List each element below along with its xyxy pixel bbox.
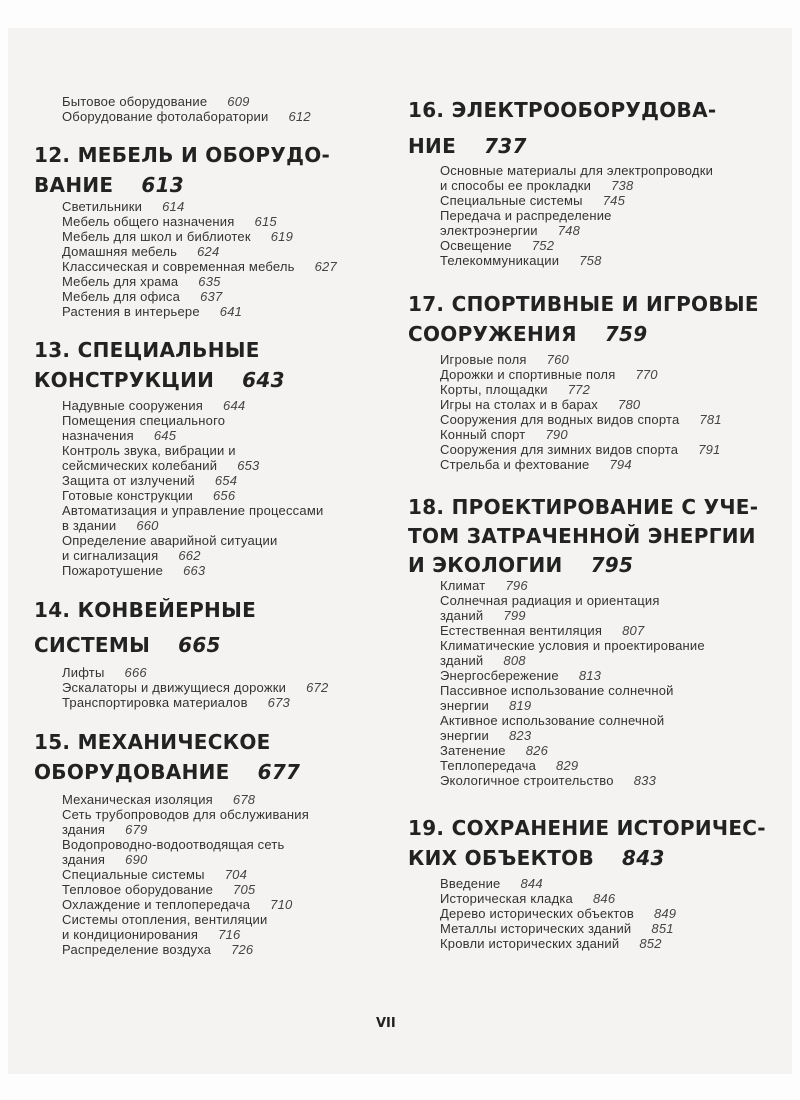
toc-entry-label: сейсмических колебаний [62, 458, 218, 473]
toc-entry-page: 760 [546, 352, 569, 367]
toc-entry [440, 936, 662, 951]
toc-entry-label: Определение аварийной ситуации [62, 533, 278, 548]
toc-entry-label: Корты, площадки [440, 382, 548, 397]
toc-entry [62, 927, 240, 942]
toc-entry-label: Освещение [440, 238, 512, 253]
toc-entry-label: назначения [62, 428, 134, 443]
toc-entry-page: 627 [314, 259, 337, 274]
toc-entry-label: Водопроводно-водоотводящая сеть [62, 837, 285, 852]
toc-entry [62, 912, 267, 927]
toc-entry-page: 799 [503, 608, 526, 623]
toc-entry-page: 758 [579, 253, 602, 268]
toc-entry [440, 758, 578, 773]
toc-entry [440, 412, 722, 427]
toc-entry-page: 770 [635, 367, 658, 382]
toc-entry-label: Климат [440, 578, 486, 593]
toc-entry-label: Теплопередача [440, 758, 537, 773]
toc-entry-page: 726 [231, 942, 254, 957]
toc-entry [440, 442, 720, 457]
toc-entry [440, 743, 548, 758]
toc-entry-label: Основные материалы для электропроводки [440, 163, 714, 178]
toc-entry-page: 791 [698, 442, 721, 457]
toc-entry [440, 876, 543, 891]
toc-entry [62, 428, 176, 443]
toc-entry-page: 808 [503, 653, 526, 668]
toc-entry-page: 807 [622, 623, 645, 638]
toc-entry-page: 826 [525, 743, 549, 758]
toc-entry-page: 772 [567, 382, 591, 397]
toc-entry [440, 208, 612, 223]
section-heading-line [34, 173, 184, 197]
toc-entry [62, 882, 255, 897]
section-heading-text: КИХ ОБЪЕКТОВ [408, 846, 595, 870]
section-heading-text: КОНСТРУКЦИИ [34, 368, 215, 392]
toc-entry-label: Стрельба и фехтование [440, 457, 590, 472]
toc-entry [440, 578, 528, 593]
toc-entry [62, 837, 285, 852]
toc-entry [440, 193, 625, 208]
toc-entry [62, 897, 292, 912]
toc-entry-label: Мебель для офиса [62, 289, 181, 304]
toc-entry [440, 457, 632, 472]
document-page [8, 28, 792, 1074]
section-heading-line: 18. ПРОЕКТИРОВАНИЕ С УЧЕ- [408, 495, 759, 519]
toc-entry [62, 473, 237, 488]
section-heading-text: ВАНИЕ [34, 173, 114, 197]
toc-entry-page: 710 [270, 897, 293, 912]
toc-entry-label: Пожаротушение [62, 563, 164, 578]
toc-entry-label: здания [62, 852, 106, 867]
toc-entry-page: 635 [198, 274, 221, 289]
toc-entry [440, 427, 568, 442]
toc-entry-label: Экологичное строительство [440, 773, 614, 788]
toc-entry-page: 781 [699, 412, 722, 427]
toc-entry [440, 238, 554, 253]
toc-entry-page: 780 [618, 397, 641, 412]
toc-entry [62, 518, 159, 533]
toc-entry [440, 382, 590, 397]
toc-entry-label: Домашняя мебель [62, 244, 178, 259]
toc-entry [62, 94, 250, 109]
toc-entry [440, 698, 531, 713]
toc-entry [440, 253, 602, 268]
toc-entry-page: 790 [545, 427, 568, 442]
toc-entry [440, 163, 713, 178]
toc-entry-label: Климатические условия и проектирование [440, 638, 705, 653]
section-heading-line: 19. СОХРАНЕНИЕ ИСТОРИЧЕС- [408, 816, 766, 840]
section-heading-text: СИСТЕМЫ [34, 633, 151, 657]
toc-entry-label: Бытовое оборудование [62, 94, 208, 109]
toc-entry-label: Передача и распределение [440, 208, 612, 223]
toc-entry-label: и способы ее прокладки [440, 178, 592, 193]
toc-entry [62, 942, 253, 957]
toc-entry-label: Мебель для школ и библиотек [62, 229, 251, 244]
toc-entry-label: Защита от излучений [62, 473, 195, 488]
toc-entry [62, 199, 184, 214]
toc-entry [440, 683, 674, 698]
toc-entry [62, 229, 293, 244]
toc-entry-page: 716 [218, 927, 241, 942]
section-heading-line: 16. ЭЛЕКТРООБОРУДОВА- [408, 98, 717, 122]
toc-entry-label: Сооружения для зимних видов спорта [440, 442, 679, 457]
toc-entry [62, 695, 290, 710]
toc-entry [62, 289, 222, 304]
toc-entry-label: и сигнализация [62, 548, 159, 563]
toc-entry-page: 654 [214, 473, 238, 488]
toc-entry-label: зданий [440, 608, 484, 623]
section-heading-text: ОБОРУДОВАНИЕ [34, 760, 230, 784]
toc-entry-label: электроэнергии [440, 223, 538, 238]
toc-entry-page: 644 [223, 398, 246, 413]
section-page-number: 843 [622, 846, 665, 870]
section-page-number: 737 [484, 134, 527, 158]
toc-entry-page: 819 [508, 698, 532, 713]
toc-entry-label: Светильники [62, 199, 143, 214]
toc-entry-page: 615 [254, 214, 277, 229]
toc-entry-label: Кровли исторических зданий [440, 936, 620, 951]
section-page-number: 759 [604, 322, 648, 346]
toc-entry [440, 397, 640, 412]
toc-entry-label: Игры на столах и в барах [440, 397, 599, 412]
toc-entry-label: Надувные сооружения [62, 398, 204, 413]
toc-entry-label: Историческая кладка [440, 891, 573, 906]
toc-entry-label: Введение [440, 876, 501, 891]
section-heading-line: 13. СПЕЦИАЛЬНЫЕ [34, 338, 260, 362]
toc-entry-label: и кондиционирования [62, 927, 199, 942]
section-heading-line: 14. КОНВЕЙЕРНЫЕ [34, 598, 257, 622]
toc-entry-page: 794 [609, 457, 632, 472]
toc-entry-label: Специальные системы [440, 193, 583, 208]
toc-entry-label: Растения в интерьере [62, 304, 200, 319]
toc-entry [62, 274, 221, 289]
toc-entry-label: Сооружения для водных видов спорта [440, 412, 680, 427]
toc-entry-page: 852 [639, 936, 662, 951]
toc-entry-page: 738 [611, 178, 634, 193]
toc-entry-label: Лифты [62, 665, 105, 680]
toc-entry-page: 673 [267, 695, 290, 710]
toc-entry-label: Готовые конструкции [62, 488, 193, 503]
section-page-number: 613 [141, 173, 185, 197]
section-heading-line [408, 134, 527, 158]
toc-entry-label: Контроль звука, вибрации и [62, 443, 236, 458]
toc-entry [440, 728, 531, 743]
toc-entry-label: Пассивное использование солнечной [440, 683, 674, 698]
section-heading-line: 15. МЕХАНИЧЕСКОЕ [34, 730, 271, 754]
toc-entry-label: зданий [440, 653, 484, 668]
toc-entry-page: 637 [200, 289, 223, 304]
toc-entry [440, 367, 658, 382]
toc-entry [62, 533, 277, 548]
toc-entry-label: Конный спорт [440, 427, 526, 442]
toc-entry-page: 656 [212, 488, 236, 503]
section-page-number: 677 [257, 760, 301, 784]
toc-entry-page: 849 [653, 906, 677, 921]
toc-entry [62, 398, 245, 413]
toc-entry-page: 752 [531, 238, 555, 253]
toc-entry-label: Системы отопления, вентиляции [62, 912, 268, 927]
toc-entry-label: Эскалаторы и движущиеся дорожки [62, 680, 287, 695]
toc-entry-page: 745 [602, 193, 625, 208]
toc-entry-label: Автоматизация и управление процессами [62, 503, 324, 518]
toc-entry [440, 638, 705, 653]
toc-entry-label: Дорожки и спортивные поля [440, 367, 616, 382]
toc-entry-page: 833 [633, 773, 656, 788]
toc-entry-page: 813 [578, 668, 602, 683]
section-heading-line [34, 633, 221, 657]
section-heading-text: НИЕ [408, 134, 457, 158]
toc-entry-page: 641 [219, 304, 243, 319]
toc-entry-label: Естественная вентиляция [440, 623, 603, 638]
section-heading-text: СООРУЖЕНИЯ [408, 322, 577, 346]
toc-entry [62, 548, 201, 563]
toc-entry-page: 624 [197, 244, 220, 259]
toc-entry-page: 619 [270, 229, 294, 244]
page-number-roman: VII [376, 1016, 396, 1031]
toc-entry-page: 846 [592, 891, 616, 906]
toc-entry [62, 792, 255, 807]
toc-entry-page: 690 [125, 852, 148, 867]
toc-entry-label: Сеть трубопроводов для обслуживания [62, 807, 309, 822]
toc-entry-label: Помещения специального [62, 413, 226, 428]
toc-entry [62, 214, 277, 229]
toc-entry-label: Механическая изоляция [62, 792, 213, 807]
toc-entry-label: Тепловое оборудование [62, 882, 214, 897]
toc-entry [62, 822, 147, 837]
toc-entry [62, 503, 323, 518]
toc-entry-label: Оборудование фотолаборатории [62, 109, 269, 124]
toc-entry-page: 823 [508, 728, 532, 743]
toc-entry-page: 666 [124, 665, 147, 680]
toc-entry [62, 563, 205, 578]
toc-entry [62, 867, 247, 882]
toc-entry [62, 665, 147, 680]
toc-entry-page: 851 [651, 921, 674, 936]
toc-entry [62, 244, 219, 259]
toc-entry-label: Дерево исторических объектов [440, 906, 634, 921]
toc-entry-label: Игровые поля [440, 352, 527, 367]
section-page-number: 795 [590, 553, 634, 577]
toc-entry [440, 713, 664, 728]
toc-entry-page: 704 [224, 867, 247, 882]
toc-entry [62, 680, 328, 695]
toc-entry [440, 773, 656, 788]
toc-entry [440, 223, 580, 238]
toc-entry-label: Мебель для храма [62, 274, 179, 289]
toc-entry-page: 614 [162, 199, 185, 214]
toc-entry-label: Активное использование солнечной [440, 713, 665, 728]
toc-entry-label: Мебель общего назначения [62, 214, 235, 229]
toc-entry [440, 352, 569, 367]
toc-entry-page: 796 [505, 578, 528, 593]
toc-entry [440, 178, 633, 193]
section-heading-line [34, 760, 300, 784]
toc-entry-page: 748 [557, 223, 581, 238]
toc-entry-label: Специальные системы [62, 867, 205, 882]
toc-entry-label: в здании [62, 518, 117, 533]
section-page-number: 643 [242, 368, 285, 392]
toc-entry-page: 705 [233, 882, 256, 897]
toc-entry-page: 829 [556, 758, 579, 773]
toc-entry-label: Солнечная радиация и ориентация [440, 593, 660, 608]
toc-entry [62, 852, 147, 867]
toc-entry-label: Энергосбережение [440, 668, 559, 683]
section-heading-line [34, 368, 285, 392]
toc-entry-label: Телекоммуникации [440, 253, 560, 268]
toc-entry [62, 488, 235, 503]
toc-entry-label: энергии [440, 728, 489, 743]
toc-entry-label: здания [62, 822, 106, 837]
toc-entry-page: 679 [125, 822, 148, 837]
toc-entry-page: 844 [520, 876, 543, 891]
section-heading-line [408, 846, 665, 870]
toc-entry-page: 645 [153, 428, 177, 443]
section-heading-text: И ЭКОЛОГИИ [408, 553, 563, 577]
toc-entry [440, 608, 526, 623]
toc-entry-label: Классическая и современная мебель [62, 259, 295, 274]
toc-entry-label: энергии [440, 698, 489, 713]
toc-entry [440, 906, 676, 921]
section-heading-line [408, 322, 647, 346]
toc-entry [62, 259, 337, 274]
section-heading-line: 17. СПОРТИВНЫЕ И ИГРОВЫЕ [408, 292, 759, 316]
toc-entry-label: Распределение воздуха [62, 942, 212, 957]
toc-entry-page: 609 [227, 94, 250, 109]
section-heading-line [408, 553, 633, 577]
toc-entry-page: 678 [232, 792, 256, 807]
toc-entry [62, 109, 311, 124]
toc-entry [440, 891, 615, 906]
toc-entry-page: 612 [288, 109, 311, 124]
toc-entry [440, 921, 674, 936]
toc-entry-page: 672 [306, 680, 329, 695]
toc-entry-page: 662 [178, 548, 201, 563]
toc-entry-label: Охлаждение и теплопередача [62, 897, 251, 912]
toc-entry-page: 663 [183, 563, 206, 578]
toc-entry [440, 593, 660, 608]
toc-entry-label: Металлы исторических зданий [440, 921, 632, 936]
toc-entry [62, 443, 236, 458]
toc-entry [62, 458, 259, 473]
toc-entry-label: Затенение [440, 743, 506, 758]
toc-entry [62, 413, 225, 428]
toc-entry [62, 807, 309, 822]
toc-entry-page: 660 [136, 518, 159, 533]
section-heading-line: 12. МЕБЕЛЬ И ОБОРУДО- [34, 143, 331, 167]
toc-entry [62, 304, 242, 319]
toc-entry-label: Транспортировка материалов [62, 695, 248, 710]
toc-entry-page: 653 [237, 458, 260, 473]
toc-entry [440, 653, 526, 668]
toc-entry [440, 623, 644, 638]
section-page-number: 665 [178, 633, 221, 657]
toc-entry [440, 668, 601, 683]
section-heading-line: ТОМ ЗАТРАЧЕННОЙ ЭНЕРГИИ [408, 524, 756, 548]
